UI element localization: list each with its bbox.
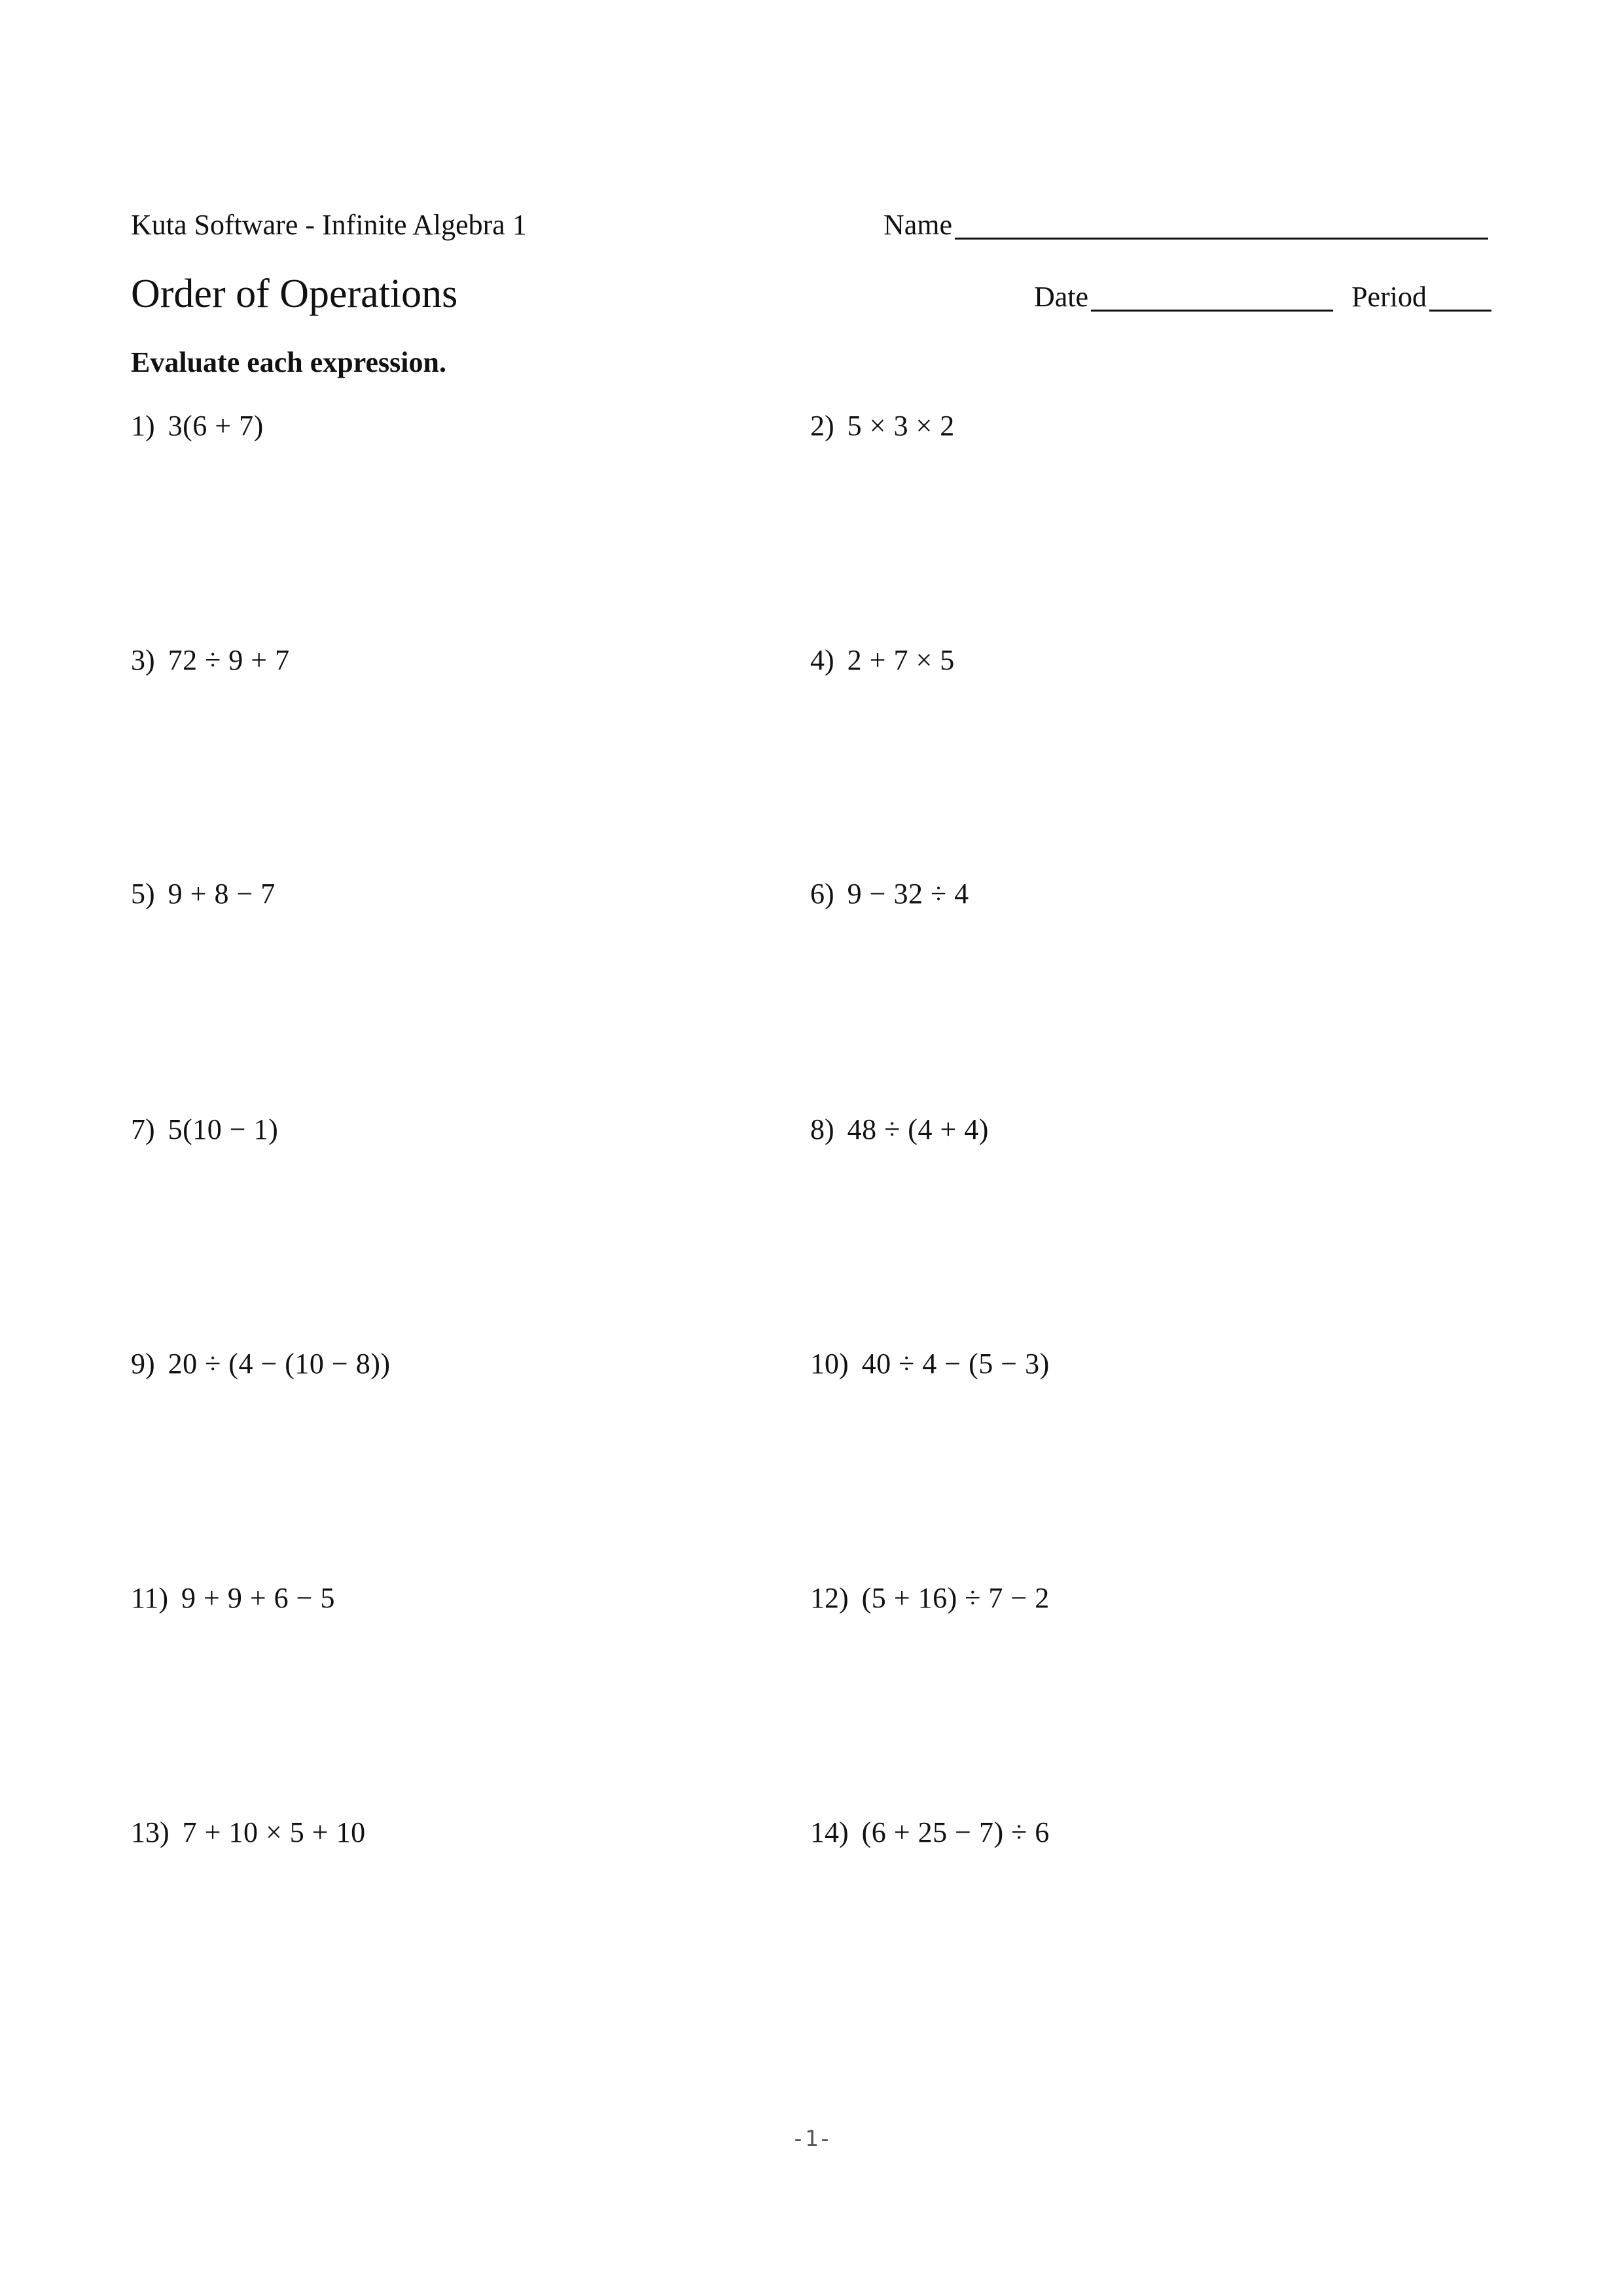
problem-number: 6) — [810, 878, 834, 910]
problem-number: 14) — [810, 1816, 849, 1848]
problem-item — [810, 409, 955, 444]
problem-number: 9) — [131, 1348, 155, 1380]
problem-item — [131, 1347, 391, 1382]
problem-expression: 20 ÷ (4 − (10 − 8)) — [168, 1348, 391, 1380]
problem-number: 5) — [131, 878, 155, 910]
problem-item — [131, 877, 276, 912]
page-number: -1- — [791, 2126, 832, 2152]
problem-expression: 5(10 − 1) — [168, 1113, 279, 1145]
problem-number: 1) — [131, 410, 155, 442]
problem-expression: 9 + 8 − 7 — [168, 878, 276, 910]
period-blank-line[interactable] — [1429, 286, 1491, 312]
problem-number: 8) — [810, 1113, 834, 1145]
name-label: Name — [883, 209, 953, 241]
problem-item — [810, 1816, 1050, 1850]
instructions: Evaluate each expression. — [131, 346, 446, 378]
problem-number: 7) — [131, 1113, 155, 1145]
problem-expression: (6 + 25 − 7) ÷ 6 — [861, 1816, 1050, 1848]
problem-item — [131, 1816, 366, 1850]
publisher-label: Kuta Software - Infinite Algebra 1 — [131, 209, 527, 241]
problem-item — [131, 1113, 278, 1147]
date-period-field — [1034, 283, 1491, 312]
problem-number: 10) — [810, 1348, 849, 1380]
problem-item — [810, 643, 955, 678]
problem-expression: 9 + 9 + 6 − 5 — [181, 1582, 335, 1614]
problem-number: 12) — [810, 1582, 849, 1614]
period-label: Period — [1351, 281, 1427, 313]
problem-item — [810, 877, 969, 912]
problem-item — [131, 643, 290, 678]
problem-number: 4) — [810, 644, 834, 676]
date-label: Date — [1034, 281, 1089, 313]
problem-item — [810, 1113, 989, 1147]
name-blank-line[interactable] — [955, 214, 1488, 240]
problem-item — [810, 1347, 1050, 1382]
problem-number: 3) — [131, 644, 155, 676]
problem-item — [131, 1581, 335, 1616]
problem-item — [131, 409, 264, 444]
problem-expression: 40 ÷ 4 − (5 − 3) — [861, 1348, 1050, 1380]
problem-expression: 3(6 + 7) — [168, 410, 264, 442]
problem-expression: 9 − 32 ÷ 4 — [847, 878, 969, 910]
name-field — [883, 211, 1488, 240]
problem-number: 2) — [810, 410, 834, 442]
date-blank-line[interactable] — [1091, 286, 1333, 312]
problem-expression: 48 ÷ (4 + 4) — [847, 1113, 989, 1145]
problem-expression: 7 + 10 × 5 + 10 — [182, 1816, 366, 1848]
problem-number: 11) — [131, 1582, 169, 1614]
worksheet-title: Order of Operations — [131, 272, 458, 316]
problem-expression: 72 ÷ 9 + 7 — [168, 644, 290, 676]
problem-number: 13) — [131, 1816, 169, 1848]
problem-expression: 5 × 3 × 2 — [847, 410, 955, 442]
problem-item — [810, 1581, 1050, 1616]
problem-expression: (5 + 16) ÷ 7 − 2 — [861, 1582, 1050, 1614]
problem-expression: 2 + 7 × 5 — [847, 644, 955, 676]
